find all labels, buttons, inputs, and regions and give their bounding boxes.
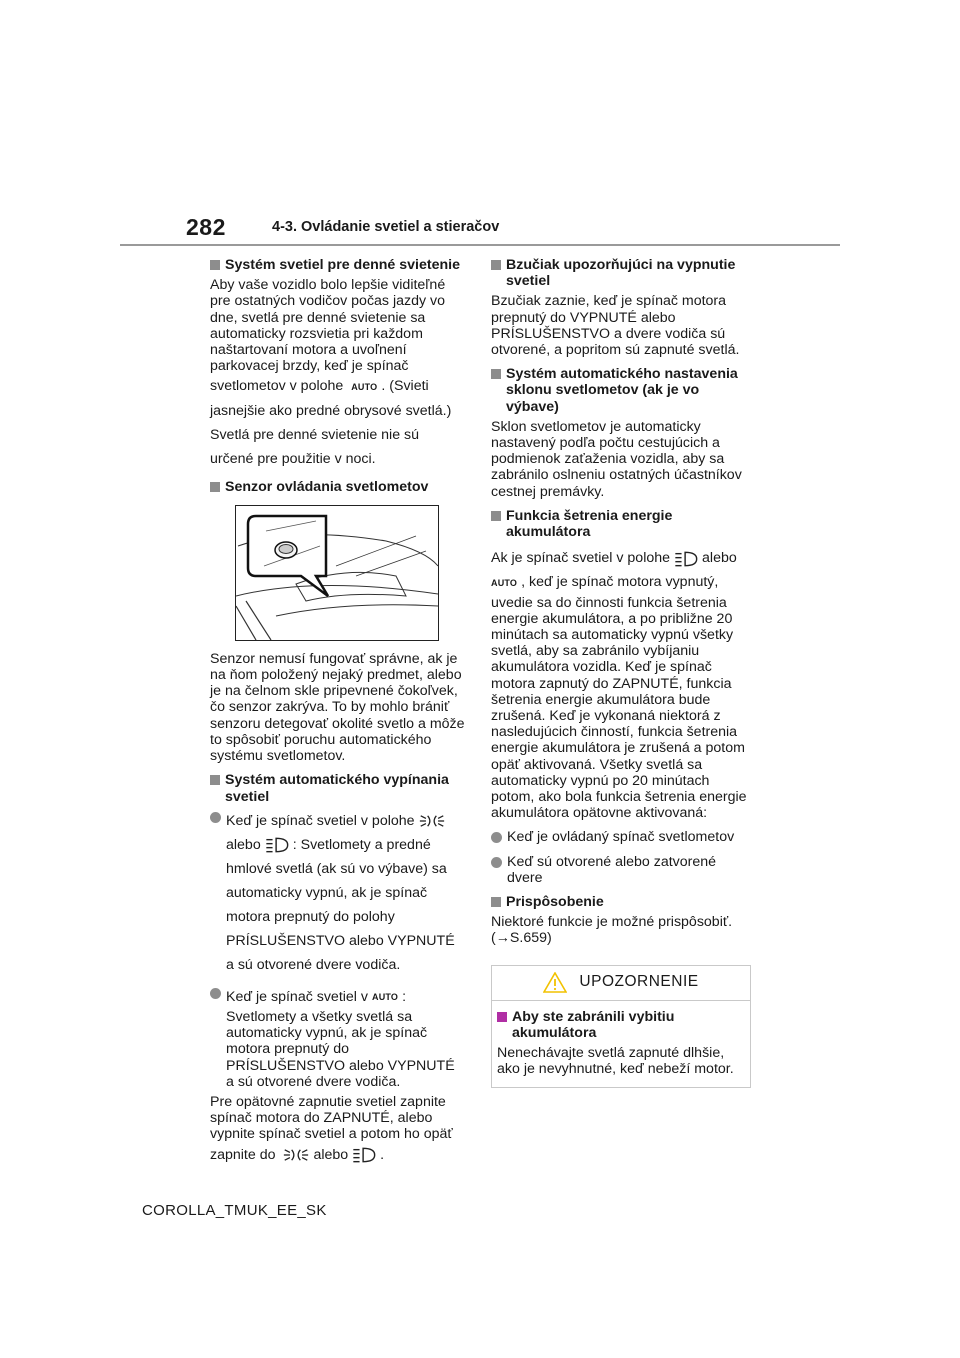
warning-heading-text: Aby ste zabránili vybitiu akumulátora (512, 1008, 675, 1041)
square-bullet-icon (491, 369, 501, 379)
custom-heading-text: Prispôsobenie (506, 893, 604, 910)
left-column (210, 257, 466, 1175)
warning-triangle-icon (543, 972, 567, 993)
round-bullet-icon (210, 812, 221, 823)
warning-title: UPOZORNENIE (579, 973, 699, 991)
square-bullet-icon (210, 260, 220, 270)
saver-heading (491, 508, 747, 540)
header-divider (120, 244, 840, 246)
tail-light-icon (283, 1147, 309, 1163)
warning-body (492, 1001, 750, 1088)
bullet2-post-text: : Svetlomety a všetky svetlá sa automaticky vypnú, ak je spínač motora prepnutý do PRÍSLUŠENSTVO alebo VYPNUTÉ a sú otvorené dvere vodiča. (226, 988, 455, 1090)
square-bullet-icon (210, 482, 220, 492)
reactivate-text: Pre opätovné zapnutie svetiel zapnite spínač motora do ZAPNUTÉ, alebo vypnite spínač svetiel a potom ho opäť zapnite do (210, 1093, 453, 1163)
bullet1-alebo-text: alebo (226, 836, 261, 853)
sensor-illustration (235, 505, 439, 641)
reactivate-paragraph (210, 1094, 466, 1167)
warning-header (492, 966, 750, 1001)
auto-off-bullet-1 (210, 809, 466, 977)
page-number: 282 (186, 214, 226, 240)
drl-heading (210, 257, 466, 273)
square-bullet-icon (497, 1012, 507, 1022)
model-code-footer: COROLLA_TMUK_EE_SK (142, 1202, 327, 1219)
buzzer-heading-text: Bzučiak upozorňujúci na vypnutie svetiel (506, 257, 736, 290)
saver-text: , keď je spínač motora vypnutý, uvedie sa do činnosti funkcia šetrenia energie akumulátora, a po približne 20 minútach sa automaticky vypnú všetky svetlá, aby sa zabránilo vybíjaniu akumulátora vozidla. Keď je spínač motora zapnutý do ZAPNUTÉ, funkcia šetrenia energie akumulátora bude zrušená. Keď je vykonaná niektorá z nasledujúcich činností, funkcia šetrenia energie akumulátora je zrušená a potom opäť aktivovaná. Všetky svetlá sa automaticky vypnú po 20 minútach potom, ako bola funkcia šetrenia energie akumulátora opätovne aktivovaná: (491, 574, 747, 822)
square-bullet-icon (210, 775, 220, 785)
square-bullet-icon (491, 511, 501, 521)
reactivate-end-text: . (380, 1146, 385, 1163)
auto-icon: AUTO (491, 577, 518, 588)
buzzer-heading (491, 257, 747, 289)
saver-alebo-text: alebo (702, 550, 737, 567)
warning-heading (497, 1009, 745, 1041)
auto-off-heading (210, 772, 466, 804)
drl-heading-text: Systém svetiel pre denné svietenie (225, 257, 460, 273)
auto-icon: AUTO (372, 991, 399, 1002)
right-column (491, 257, 747, 1088)
square-bullet-icon (491, 260, 501, 270)
section-title: 4-3. Ovládanie svetiel a stieračov (272, 219, 500, 235)
leveling-heading (491, 366, 747, 415)
auto-off-heading-text: Systém automatického vypínania svetiel (225, 772, 449, 805)
leveling-paragraph: Sklon svetlometov je automaticky nastavený podľa počtu cestujúcich a podmienok zaťaženia vozidla, aby sa zabránilo oslneniu ostatných účastníkov cestnej premávky. (491, 418, 742, 500)
round-bullet-icon (210, 988, 221, 999)
custom-heading (491, 894, 747, 910)
sensor-heading (210, 479, 466, 495)
square-bullet-icon (491, 897, 501, 907)
auto-icon: AUTO (351, 381, 378, 392)
bullet1-post-text: : Svetlomety a predné hmlové svetlá (ak sú vo výbave) sa automaticky vypnú, ak je spínač motora prepnutý do polohy PRÍSLUŠENSTVO alebo VYPNUTÉ a sú otvorené dvere vodiča. (226, 836, 455, 973)
saver-bullet2-text: Keď sú otvorené alebo zatvorené dvere (507, 853, 717, 886)
bullet2-pre-text: Keď je spínač svetiel v (226, 988, 368, 1005)
leveling-heading-text: Systém automatického nastavenia sklonu svetlometov (ak je vo výbave) (506, 366, 738, 415)
drl-text-after-icon: . (Svieti jasnejšie ako predné obrysové svetlá.) Svetlá pre denné svietenie nie sú určené pre použitie v noci. (210, 378, 452, 467)
windshield-sensor-illustration (236, 506, 438, 640)
sensor-paragraph: Senzor nemusí fungovať správne, ak je na ňom položený nejaký predmet, alebo je na čelnom skle pripevnené čokoľvek, čo senzor zakrýva. To by mohlo brániť senzoru detegovať okolité svetlo a môže to spôsobiť poruchu automatického systému svetlometov. (210, 650, 465, 765)
buzzer-paragraph: Bzučiak zaznie, keď je spínač motora prepnutý do VYPNUTÉ alebo PRÍSLUŠENSTVO a dvere vodiča sú otvorené, a popritom sú zapnuté svetlá. (491, 293, 740, 359)
saver-pre-text: Ak je spínač svetiel v polohe (491, 550, 671, 567)
saver-heading-text: Funkcia šetrenia energie akumulátora (506, 507, 673, 541)
round-bullet-icon (491, 857, 502, 868)
saver-bullet-2 (491, 854, 747, 886)
custom-paragraph: Niektoré funkcie je možné prispôsobiť. (→S.659) (491, 914, 733, 947)
bullet1-pre-text: Keď je spínač svetiel v polohe (226, 812, 415, 829)
saver-bullet-1 (491, 829, 747, 845)
warning-text: Nenechávajte svetlá zapnuté dlhšie, ako je nevyhnutné, keď nebeží motor. (497, 1044, 734, 1078)
auto-off-bullet-2 (210, 985, 466, 1090)
saver-bullet1-text: Keď je ovládaný spínač svetlometov (507, 829, 735, 846)
warning-box (491, 965, 751, 1089)
drl-paragraph (210, 277, 466, 470)
tail-light-icon (419, 813, 445, 829)
headlight-icon (265, 837, 289, 853)
round-bullet-icon (491, 832, 502, 843)
headlight-icon (674, 551, 698, 567)
headlight-icon (352, 1147, 376, 1163)
reactivate-alebo-text: alebo (313, 1146, 349, 1163)
sensor-heading-text: Senzor ovládania svetlometov (225, 478, 429, 495)
drl-text: Aby vaše vozidlo bolo lepšie viditeľné pre ostatných vodičov počas jazdy vo dne, svetlá pre denné svietenie sa automaticky rozsvietia pri každom naštartovaní motora a uvoľnení parkovacej brzdy, keď je spínač svetlometov v polohe (210, 277, 446, 395)
saver-paragraph (491, 546, 747, 821)
